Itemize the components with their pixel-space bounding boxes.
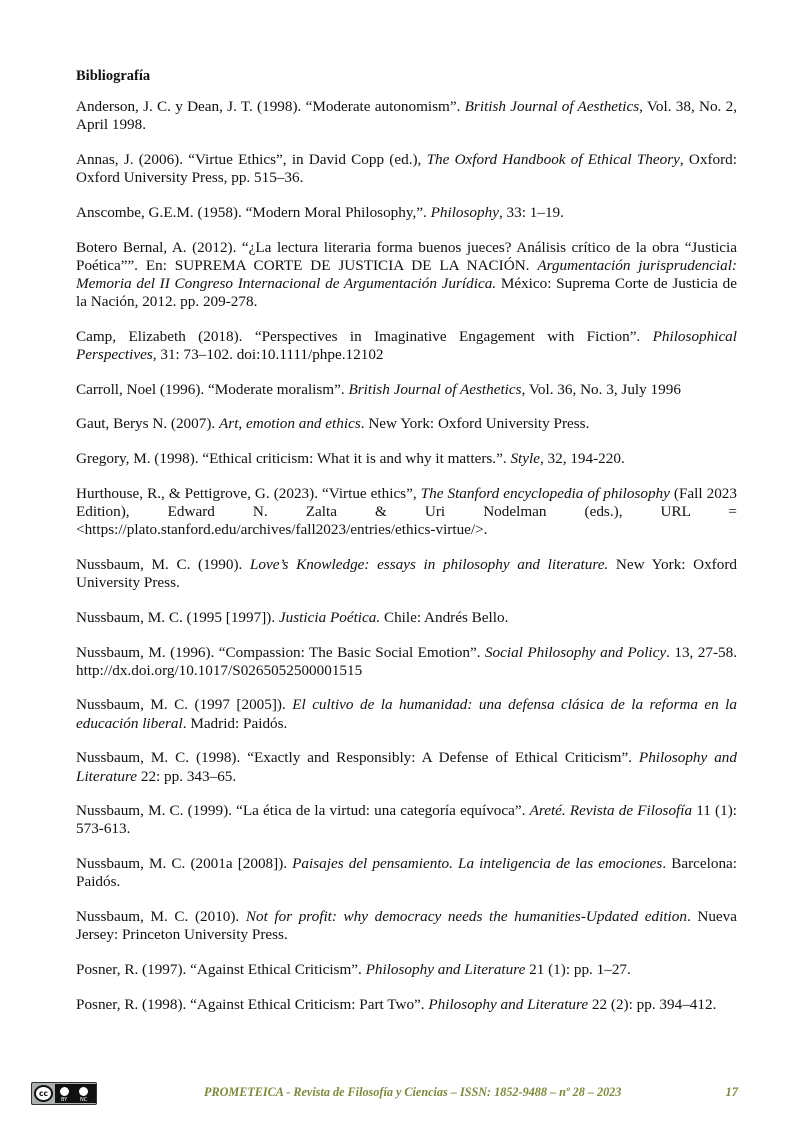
reference-entry	[76, 381, 737, 399]
reference-text: Gaut, Berys N. (2007).	[76, 415, 219, 433]
reference-text: Nussbaum, M. C. (2001a [2008]).	[76, 855, 293, 873]
reference-text: Nussbaum, M. C. (1995 [1997]).	[76, 608, 279, 626]
reference-text: 22: pp. 343–65.	[137, 767, 237, 785]
reference-text: Nussbaum, M. C. (1997 [2005]).	[76, 696, 293, 714]
reference-text: New York: Oxford University Press.	[76, 555, 737, 592]
reference-text: Anscombe, G.E.M. (1958). “Modern Moral Philosophy,”.	[76, 203, 431, 221]
license-label-by: BY	[61, 1097, 68, 1103]
reference-text: . New York: Oxford University Press.	[360, 415, 590, 433]
reference-text: Camp, Elizabeth (2018). “Perspectives in Imaginative Engagement with Fiction”.	[76, 327, 653, 345]
reference-title-italic: Love’s Knowledge: essays in philosophy and literature.	[249, 555, 609, 573]
reference-text: , 32, 194-220.	[539, 450, 625, 468]
reference-entry	[76, 802, 737, 838]
reference-title-italic: Art, emotion and ethics	[219, 415, 361, 433]
reference-text: Nussbaum, M. C. (1998). “Exactly and Responsibly: A Defense of Ethical Criticism”.	[76, 749, 639, 767]
attribution-icon	[59, 1086, 70, 1097]
reference-text: . Nueva Jersey: Princeton University Press.	[76, 908, 738, 944]
reference-entry	[76, 415, 737, 433]
document-page	[76, 66, 737, 1030]
reference-text: . Barcelona: Paidós.	[76, 855, 738, 891]
license-terms-strip	[55, 1084, 96, 1103]
reference-text: Hurthouse, R., & Pettigrove, G. (2023). “Virtue ethics”,	[76, 484, 421, 502]
reference-entry	[76, 204, 737, 222]
reference-entry	[76, 749, 737, 785]
reference-title-italic: Paisajes del pensamiento. La inteligencia de las emociones	[292, 855, 663, 873]
reference-text: Anderson, J. C. y Dean, J. T. (1998). “Moderate autonomism”.	[76, 98, 465, 115]
reference-entry	[76, 485, 737, 540]
license-label-nc: NC	[80, 1097, 88, 1103]
reference-entry	[76, 328, 737, 364]
reference-title-italic: Justicia Poética.	[278, 608, 381, 626]
reference-title-italic: Philosophy and Literature	[365, 961, 526, 978]
reference-text: México: Suprema Corte de Justicia de la Nación, 2012. pp. 209-278.	[76, 274, 737, 311]
reference-text: 22 (2): pp. 394–412.	[588, 995, 717, 1013]
reference-text: Nussbaum, M. C. (1999). “La ética de la virtud: una categoría equívoca”.	[76, 802, 530, 820]
reference-entry	[76, 450, 737, 468]
cc-icon: cc	[34, 1085, 53, 1102]
reference-text: , Vol. 36, No. 3, July 1996	[521, 380, 681, 398]
reference-text: Chile: Andrés Bello.	[380, 608, 509, 626]
reference-text: Botero Bernal, A. (2012). “¿La lectura literaria forma buenos jueces? Análisis crítico de la obra “Justicia Poética””. En: SUPREMA CORTE DE JUSTICIA DE LA NACIÓN.	[76, 238, 737, 274]
reference-text: Posner, R. (1998). “Against Ethical Criticism: Part Two”.	[76, 995, 429, 1013]
reference-text: (Fall 2023 Edition), Edward N. Zalta & Uri Nodelman (eds.), URL = <https://plato.stanford.edu/archives/fall2023/entries/ethics-virtue/>.	[76, 484, 737, 539]
reference-title-italic: The Stanford encyclopedia of philosophy	[420, 484, 670, 502]
reference-entry	[76, 609, 737, 627]
section-heading: Bibliografía	[76, 68, 151, 84]
reference-entry	[76, 961, 737, 979]
page-footer	[31, 1082, 738, 1106]
reference-entry	[76, 696, 737, 732]
creative-commons-license-badge[interactable]	[31, 1082, 97, 1105]
reference-text: Carroll, Noel (1996). “Moderate moralism”.	[76, 380, 349, 398]
reference-entry	[76, 855, 737, 891]
reference-text: , Oxford: Oxford University Press, pp. 515–36.	[76, 150, 737, 187]
reference-title-italic: Not for profit: why democracy needs the humanities-Updated edition	[245, 908, 687, 926]
reference-text: Posner, R. (1997). “Against Ethical Criticism”.	[76, 961, 366, 978]
reference-title-italic: Philosophical Perspectives	[76, 327, 737, 364]
journal-citation-line: PROMETEICA - Revista de Filosofía y Ciencias – ISSN: 1852-9488 – nº 28 – 2023	[204, 1085, 622, 1099]
reference-text: Nussbaum, M. C. (1990).	[76, 555, 250, 573]
reference-text: 11 (1): 573-613.	[76, 802, 737, 838]
reference-title-italic: El cultivo de la humanidad: una defensa clásica de la reforma en la educación liberal	[76, 696, 737, 732]
reference-entry	[76, 239, 737, 312]
reference-text: . 13, 27-58. http://dx.doi.org/10.1017/S0265052500001515	[76, 643, 738, 679]
reference-entry	[76, 151, 737, 187]
reference-entry	[76, 98, 737, 134]
reference-title-italic: Areté. Revista de Filosofía	[529, 802, 693, 820]
reference-title-italic: Philosophy and Literature	[428, 995, 589, 1013]
reference-text: , Vol. 38, No. 2, April 1998.	[76, 98, 737, 134]
reference-text: 21 (1): pp. 1–27.	[525, 961, 631, 978]
reference-title-italic: Social Philosophy and Policy	[484, 643, 667, 661]
reference-title-italic: Argumentación jurisprudencial: Memoria del II Congreso Internacional de Argumentación Jurídica.	[76, 256, 737, 292]
reference-text: Nussbaum, M. C. (2010).	[76, 908, 246, 926]
reference-entry	[76, 556, 737, 592]
page-number: 17	[725, 1085, 738, 1099]
reference-entry	[76, 644, 737, 680]
reference-title-italic: Style	[510, 450, 540, 468]
non-commercial-icon	[78, 1086, 89, 1097]
reference-list	[76, 98, 737, 1014]
reference-title-italic: British Journal of Aesthetics	[348, 380, 522, 398]
reference-text: , 33: 1–19.	[498, 203, 564, 221]
reference-text: Annas, J. (2006). “Virtue Ethics”, in David Copp (ed.),	[76, 150, 427, 168]
reference-text: . Madrid: Paidós.	[182, 714, 288, 732]
reference-entry	[76, 908, 737, 944]
reference-title-italic: British Journal of Aesthetics	[464, 98, 640, 115]
reference-title-italic: Philosophy	[430, 203, 499, 221]
reference-entry	[76, 996, 737, 1014]
reference-title-italic: The Oxford Handbook of Ethical Theory	[426, 150, 680, 168]
reference-text: Nussbaum, M. (1996). “Compassion: The Basic Social Emotion”.	[76, 643, 485, 661]
reference-text: , 31: 73–102. doi:10.1111/phpe.12102	[152, 346, 384, 364]
reference-title-italic: Philosophy and Literature	[76, 749, 737, 785]
reference-text: Gregory, M. (1998). “Ethical criticism: What it is and why it matters.”.	[76, 450, 511, 468]
